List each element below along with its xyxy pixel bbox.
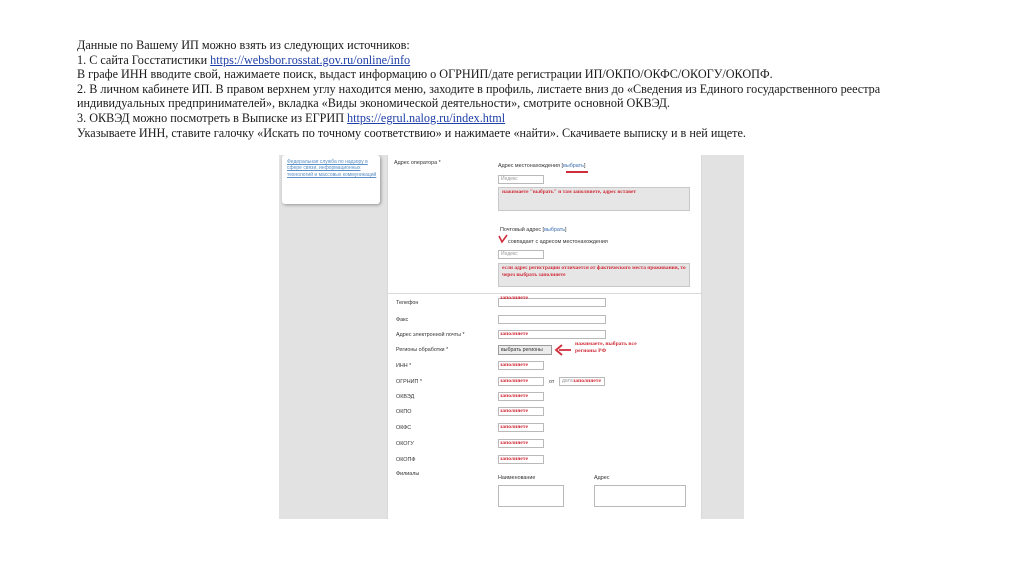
- branch-name-textarea[interactable]: [498, 485, 564, 507]
- agency-link[interactable]: Федеральная служба по надзору в сфере связи, информационных технологий и массовых коммуникаций: [287, 159, 377, 178]
- okopf-fill-hint: заполняете: [500, 456, 529, 462]
- regions-note: нажимаете, выбрать все регионы РФ: [575, 341, 637, 354]
- branch-address-column: Адрес: [594, 475, 610, 481]
- okpo-label: ОКПО: [396, 409, 412, 415]
- form-screenshot: [279, 155, 744, 519]
- ogrnip-fill-hint: заполняете: [500, 378, 529, 384]
- fax-input[interactable]: [498, 315, 606, 324]
- fax-label: Факс: [396, 317, 409, 323]
- okpo-fill-hint: заполняете: [500, 408, 529, 414]
- divider: [388, 293, 701, 294]
- intro-line-6-text: 3. ОКВЭД можно посмотреть в Выписке из ЕГРИП: [77, 110, 348, 125]
- date-fill-hint: заполняете: [573, 378, 602, 384]
- intro-line-7: Указываете ИНН, ставите галочку «Искать по точному соответствию» и нажимаете «найти». Скачиваете выписку и в ней ищете.: [77, 125, 746, 140]
- inn-fill-hint: заполняете: [500, 362, 529, 368]
- rosstat-link[interactable]: https://websbor.rosstat.gov.ru/online/info: [210, 52, 411, 67]
- intro-line-2-text: 1. С сайта Госстатистики: [77, 52, 211, 67]
- intro-line-4: 2. В личном кабинете ИП. В правом верхнем углу находится меню, заходите в профиль, листаете вниз до «Сведения из Единого государственного реестра: [77, 81, 881, 96]
- ogrnip-from-label: от: [549, 379, 555, 385]
- intro-line-6: [77, 111, 977, 126]
- branches-label: Филиалы: [396, 471, 420, 477]
- phone-fill-hint: заполняете: [500, 295, 529, 301]
- branch-address-textarea[interactable]: [594, 485, 686, 507]
- intro-line-5: индивидуальных предпринимателей», вкладка «Виды экономической деятельности», смотрите основной ОКВЭД.: [77, 96, 670, 111]
- okfs-label: ОКФС: [396, 425, 412, 431]
- intro-line-1: Данные по Вашему ИП можно взять из следующих источников:: [77, 38, 410, 52]
- postal-index-input[interactable]: Индекс: [498, 250, 544, 259]
- inn-label: ИНН *: [396, 363, 412, 369]
- location-address-label: Адрес местонахождения [выбрать]: [498, 163, 586, 169]
- matches-location-checkbox-label[interactable]: совпадает с адресом местонахождения: [508, 239, 608, 245]
- okopf-label: ОКОПФ: [396, 457, 416, 463]
- egrul-link[interactable]: https://egrul.nalog.ru/index.html: [347, 110, 506, 125]
- okogu-fill-hint: заполняете: [500, 440, 529, 446]
- underline-mark: [566, 171, 588, 173]
- operator-address-label: Адрес оператора *: [394, 160, 441, 166]
- okved-label: ОКВЭД: [396, 394, 415, 400]
- postal-note: если адрес регистрации отличается от фактического места проживания, то через выбрать заполняете: [498, 263, 690, 287]
- branch-name-column: Наименование: [498, 475, 536, 481]
- okogu-label: ОКОГУ: [396, 441, 414, 447]
- ogrnip-label: ОГРНИП *: [396, 379, 422, 385]
- location-note: нажимаете "выбрать" и там заполняете, адрес вставет: [498, 187, 690, 211]
- postal-address-text: Почтовый адрес: [500, 227, 542, 233]
- regions-label: Регионы обработки *: [396, 347, 449, 353]
- sidebar-card: [282, 155, 380, 204]
- phone-label: Телефон: [396, 300, 419, 306]
- email-fill-hint: заполняете: [500, 331, 529, 337]
- okved-fill-hint: заполняете: [500, 393, 529, 399]
- intro-line-2: [77, 53, 977, 68]
- checkmark-icon: [498, 234, 508, 244]
- choose-location-link[interactable]: выбрать: [562, 163, 584, 169]
- operator-form: [387, 155, 702, 519]
- intro-line-3: В графе ИНН вводите свой, нажимаете поиск, выдаст информацию о ОГРНИП/дате регистрации ИП/ОКПО/ОКФС/ОКОГУ/ОКОПФ.: [77, 67, 773, 82]
- ogrnip-date-input[interactable]: дата: [559, 377, 605, 386]
- arrow-left-icon: [554, 343, 572, 357]
- choose-postal-link[interactable]: выбрать: [544, 227, 566, 233]
- postal-address-label: Почтовый адрес [выбрать]: [500, 227, 567, 233]
- email-label: Адрес электронной почты *: [396, 332, 465, 338]
- instructions-text: [77, 38, 977, 140]
- location-address-text: Адрес местонахождения: [498, 163, 560, 169]
- choose-regions-button[interactable]: выбрать регионы: [498, 345, 552, 355]
- location-index-input[interactable]: Индекс: [498, 175, 544, 184]
- okfs-fill-hint: заполняете: [500, 424, 529, 430]
